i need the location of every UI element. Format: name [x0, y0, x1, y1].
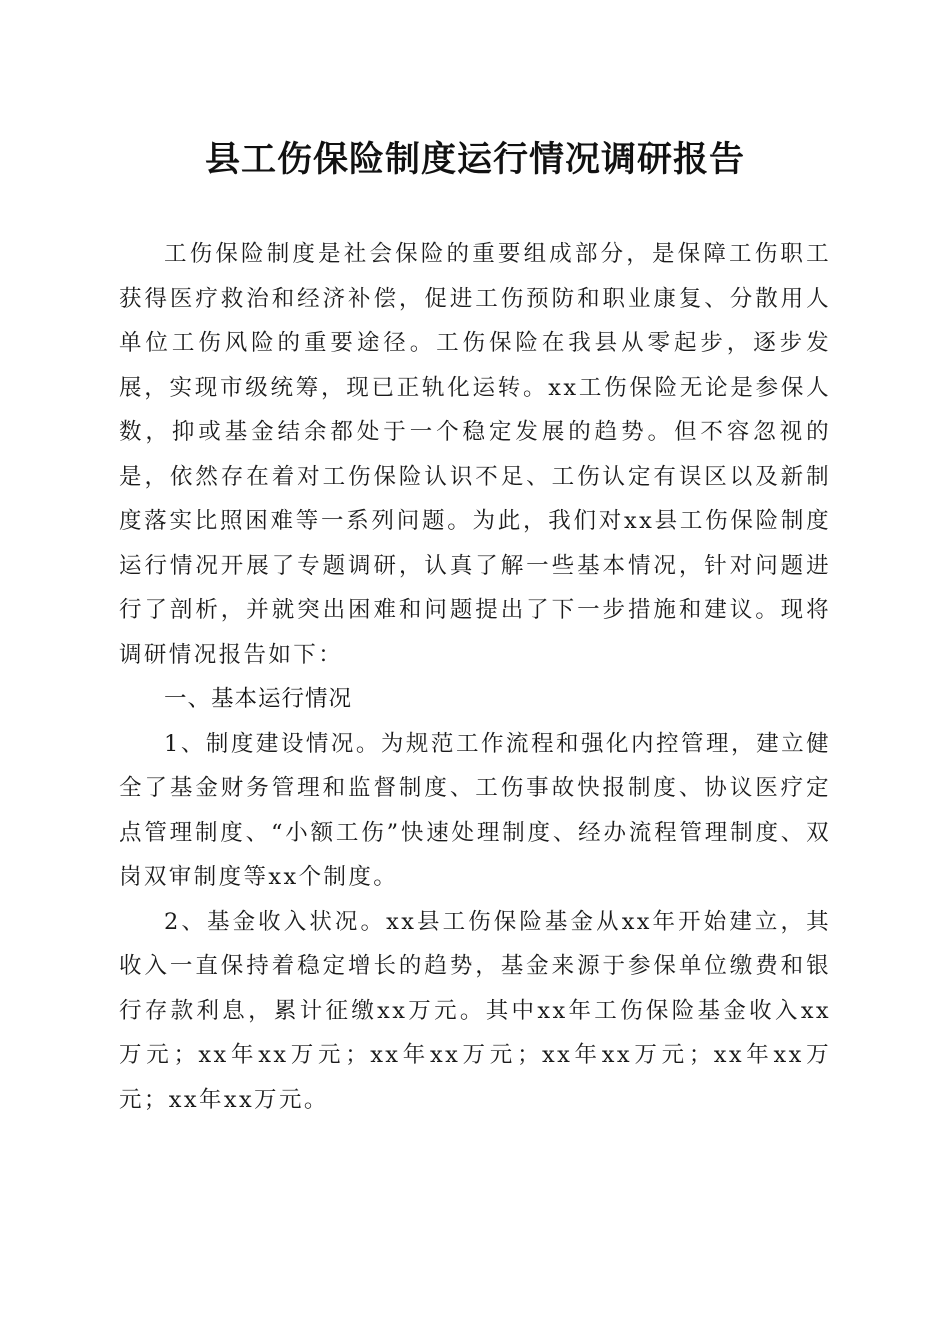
- document-body: [119, 232, 831, 1122]
- intro-paragraph: 工伤保险制度是社会保险的重要组成部分，是保障工伤职工获得医疗救治和经济补偿，促进工伤预防和职业康复、分散用人单位工伤风险的重要途径。工伤保险在我县从零起步，逐步发展，实现市级统筹，现已正轨化运转。xx工伤保险无论是参保人数，抑或基金结余都处于一个稳定发展的趋势。但不容忽视的是，依然存在着对工伤保险认识不足、工伤认定有误区以及新制度落实比照困难等一系列问题。为此，我们对xx县工伤保险制度运行情况开展了专题调研，认真了解一些基本情况，针对问题进行了剖析，并就突出困难和问题提出了下一步措施和建议。现将调研情况报告如下：: [119, 241, 831, 668]
- section-heading-basic-operation: 一、基本运行情况: [164, 686, 353, 712]
- paragraph-system-construction: 1、制度建设情况。为规范工作流程和强化内控管理，建立健全了基金财务管理和监督制度、工伤事故快报制度、协议医疗定点管理制度、“小额工伤”快速处理制度、经办流程管理制度、双岗双审制度等xx个制度。: [119, 730, 831, 890]
- paragraph-fund-income: 2、基金收入状况。xx县工伤保险基金从xx年开始建立，其收入一直保持着稳定增长的趋势，基金来源于参保单位缴费和银行存款利息，累计征缴xx万元。其中xx年工伤保险基金收入xx万元；xx年xx万元；xx年xx万元；xx年xx万元；xx年xx万元；xx年xx万元。: [119, 908, 831, 1113]
- document-title: 县工伤保险制度运行情况调研报告: [204, 139, 745, 180]
